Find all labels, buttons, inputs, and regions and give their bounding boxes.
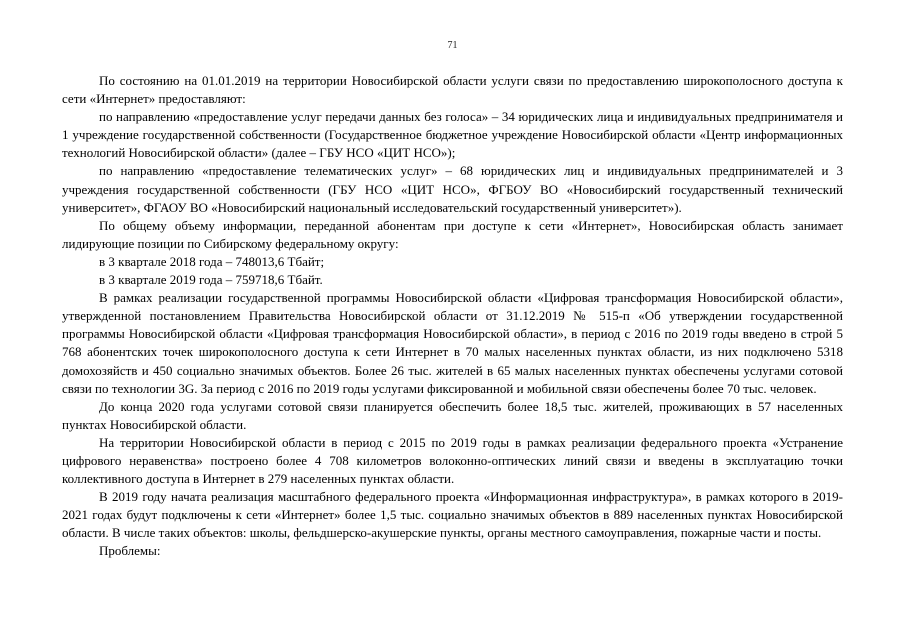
paragraph-q3-2019: в 3 квартале 2019 года – 759718,6 Тбайт.: [99, 272, 323, 288]
document-body: [62, 72, 843, 561]
paragraph-digital-transformation-program: В рамках реализации государственной программы Новосибирской области «Цифровая трансформация Новосибирской области», утвержденной постановлением Правительства Новосибирской области от 31.12.2019 № 515-п «Об утверждении государственной программы Новосибирской области «Цифровая трансформация Новосибирской области», в период с 2016 по 2019 годы введено в строй 5 768 абонентских точек широкополосного доступа к сети Интернет в 70 малых населенных пунктах области, из них подключено 5318 домохозяйств и 450 социально значимых объектов. Более 26 тыс. жителей в 65 малых населенных пунктах обеспечены услугами сотовой связи по технологии 3G. За период с 2016 по 2019 годы услугами фиксированной и мобильной связи обеспечены более 70 тыс. человек.: [62, 290, 843, 396]
paragraph-digital-inequality-project: На территории Новосибирской области в период с 2015 по 2019 годы в рамках реализации федерального проекта «Устранение цифрового неравенства» построено более 4 708 километров волоконно-оптических линий связи и введены в эксплуатацию точки коллективного доступа в Интернет в 279 населенных пунктах области.: [62, 434, 843, 487]
paragraph-q3-2018: в 3 квартале 2018 года – 748013,6 Тбайт;: [99, 253, 325, 269]
page-number: 71: [447, 40, 458, 51]
paragraph-problems-heading: Проблемы:: [99, 543, 161, 559]
paragraph-cellular-plan-2020: До конца 2020 года услугами сотовой связи планируется обеспечить более 18,5 тыс. жителей, проживающих в 57 населенных пунктах Новосибирской области.: [62, 398, 843, 432]
paragraph-status-intro: По состоянию на 01.01.2019 на территории Новосибирской области услуги связи по предоставлению широкополосного доступа к сети «Интернет» предоставляют:: [62, 73, 843, 107]
paragraph-data-transfer-providers: по направлению «предоставление услуг передачи данных без голоса» – 34 юридических лица и индивидуальных предпринимателя и 1 учреждение государственной собственности (Государственное бюджетное учреждение Новосибирской области «Центр информационных технологий Новосибирской области» (далее – ГБУ НСО «ЦИТ НСО»);: [62, 109, 843, 161]
paragraph-telematic-providers: по направлению «предоставление телематических услуг» – 68 юридических лиц и индивидуальных предпринимателей и 3 учреждения государственной собственности (ГБУ НСО «ЦИТ НСО», ФГБОУ ВО «Новосибирский государственный технический университет», ФГАОУ ВО «Новосибирский национальный исследовательский государственный университет»).: [62, 163, 843, 215]
paragraph-information-infrastructure-project: В 2019 году начата реализация масштабного федерального проекта «Информационная инфраструктура», в рамках которого в 2019-2021 годах будут подключены к сети «Интернет» более 1,5 тыс. социально значимых объектов в 889 населенных пунктах Новосибирской области. В числе таких объектов: школы, фельдшерско-акушерские пункты, органы местного самоуправления, пожарные части и посты.: [62, 489, 843, 541]
paragraph-traffic-volume: По общему объему информации, переданной абонентам при доступе к сети «Интернет», Новосибирская область занимает лидирующие позиции по Сибирскому федеральному округу:: [62, 217, 843, 251]
